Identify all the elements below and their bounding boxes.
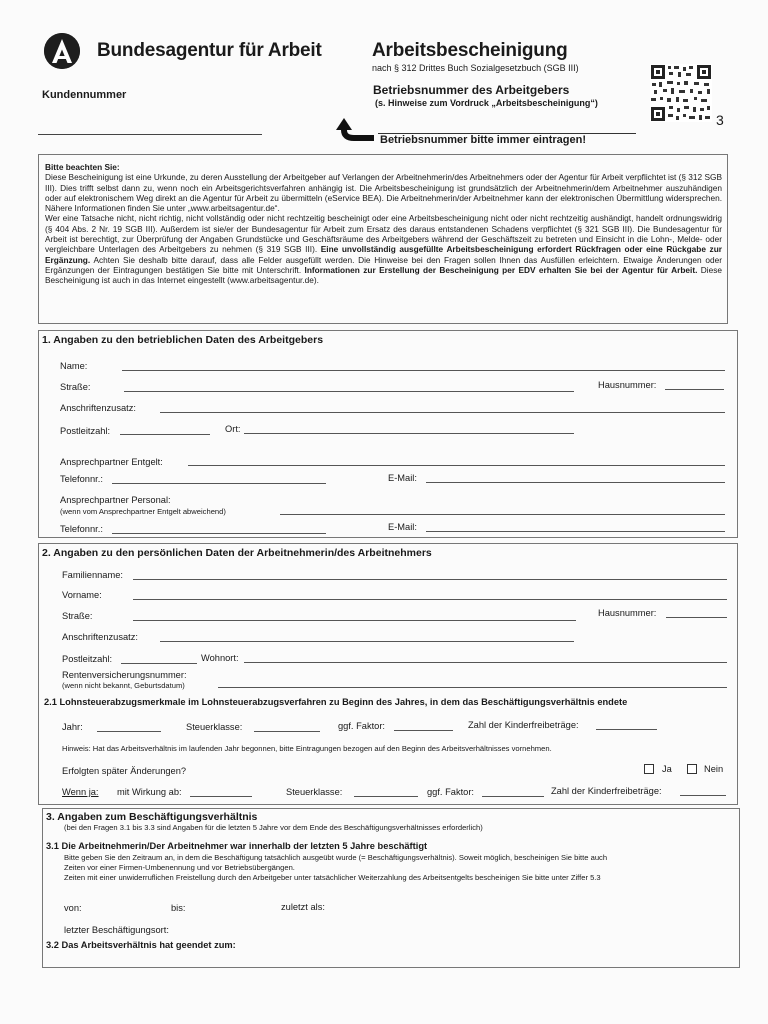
child-allowance-label: Zahl der Kinderfreibeträge: <box>468 720 579 730</box>
section-2-title: 2. Angaben zu den persönlichen Daten der Arbeitnehmerin/des Arbeitnehmers <box>42 547 432 559</box>
contact-hr-field[interactable] <box>280 514 725 515</box>
tax-year-field[interactable] <box>97 731 161 732</box>
notice-heading: Bitte beachten Sie: <box>45 162 120 172</box>
employment-period-hint-1: Bitte geben Sie den Zeitraum an, in dem die Beschäftigung tatsächlich ausgeübt wurde (= Beschäftigungsverhältnis). Soweit möglich, bescheinigen Sie bitte auch <box>64 853 608 862</box>
phone-1-label: Telefonnr.: <box>60 474 103 484</box>
email-1-field[interactable] <box>426 482 725 483</box>
tax-class-2-label: Steuerklasse: <box>286 787 343 797</box>
section-1-title: 1. Angaben zu den betrieblichen Daten des Arbeitgebers <box>42 334 324 346</box>
child-allowance-field[interactable] <box>596 729 657 730</box>
employee-housenumber-field[interactable] <box>666 617 727 618</box>
if-yes-label: Wenn ja: <box>62 787 99 797</box>
child-allowance-2-label: Zahl der Kinderfreibeträge: <box>551 786 662 796</box>
effective-from-label: mit Wirkung ab: <box>117 787 182 797</box>
email-2-label: E-Mail: <box>388 522 417 532</box>
notice-box <box>38 154 728 324</box>
employer-addressextra-field[interactable] <box>160 412 725 413</box>
org-name: Bundesagentur für Arbeit <box>97 40 322 61</box>
employee-zip-field[interactable] <box>121 663 197 664</box>
betriebsnummer-hint: (s. Hinweise zum Vordruck „Arbeitsbescheinigung“) <box>375 98 598 108</box>
phone-2-field[interactable] <box>112 533 326 534</box>
end-date-label: 3.2 Das Arbeitsverhältnis hat geendet zum: <box>46 940 236 950</box>
pension-number-field[interactable] <box>218 687 727 688</box>
employee-city-field[interactable] <box>244 662 727 663</box>
agency-logo-icon <box>44 33 80 69</box>
phone-1-field[interactable] <box>112 483 326 484</box>
from-field[interactable] <box>86 912 166 913</box>
pension-number-hint: (wenn nicht bekannt, Geburtsdatum) <box>62 681 185 690</box>
tax-class-label: Steuerklasse: <box>186 722 243 732</box>
betriebsnummer-title: Betriebsnummer des Arbeitgebers <box>373 83 570 97</box>
employee-addressextra-label: Anschriftenzusatz: <box>62 632 138 642</box>
to-label: bis: <box>171 903 186 913</box>
contact-hr-hint: (wenn vom Ansprechpartner Entgelt abweichend) <box>60 507 226 516</box>
to-field[interactable] <box>190 912 270 913</box>
page-code: 3 <box>716 112 724 128</box>
contact-hr-label: Ansprechpartner Personal: <box>60 495 171 505</box>
notice-paragraph-1: Diese Bescheinigung ist eine Urkunde, zu deren Ausstellung der Arbeitgeber auf Verlangen der Arbeitnehmerin/des Arbeitnehmers oder der Agentur für Arbeit verpflichtet ist (§ 312 SGB III). Dies trifft selbst dann zu, wenn noch ein Arbeitsgerichtsverfahren anhängig ist. Die Arbeitsbescheinigung ist grundsätzlich der Arbeitnehmerin/dem Arbeitnehmer auszuhändigen oder auf elektronischem Weg direkt an die Agentur für Arbeit zu übermitteln (eService BEA). Die Arbeitnehmerin/der Arbeitnehmer kann der elektronischen Übermittlung widersprechen. Nähere Informationen finden Sie unter „www.arbeitsagentur.de“. <box>45 172 722 214</box>
section-3-title: 3. Angaben zum Beschäftigungsverhältnis <box>46 811 258 823</box>
tax-factor-label: ggf. Faktor: <box>338 721 386 731</box>
contact-payroll-label: Ansprechpartner Entgelt: <box>60 457 163 467</box>
tax-factor-2-field[interactable] <box>482 796 544 797</box>
effective-from-field[interactable] <box>190 796 252 797</box>
section-3-hint: (bei den Fragen 3.1 bis 3.3 sind Angaben für die letzten 5 Jahre vor dem Ende des Beschäftigungsverhältnisses erforderlich) <box>64 823 483 832</box>
tax-factor-2-label: ggf. Faktor: <box>427 787 475 797</box>
kundennummer-label: Kundennummer <box>42 89 127 101</box>
employment-period-hint-2: Zeiten vor einer Firmen-Umbenennung und vor Betriebsübergängen. <box>64 863 295 872</box>
email-2-field[interactable] <box>426 531 725 532</box>
last-workplace-field[interactable] <box>182 934 720 935</box>
employee-street-field[interactable] <box>133 620 576 621</box>
pension-number-label: Rentenversicherungsnummer: <box>62 670 187 680</box>
tax-features-heading: 2.1 Lohnsteuerabzugsmerkmale im Lohnsteuerabzugsverfahren zu Beginn des Jahres, in dem das Beschäftigungsverhältnis endete <box>44 697 628 707</box>
surname-label: Familienname: <box>62 570 123 580</box>
notice-text: Achten Sie deshalb bitte darauf, dass alle Felder ausgefüllt werden. Die Hinweise bei den Fragen sollen Ihnen das Ausfüllen erleichtern. Etwaige Änderungen oder Ergänzungen der Eintragungen bestätigen Sie bitte mit Unterschrift. <box>45 254 722 275</box>
child-allowance-2-field[interactable] <box>680 795 726 796</box>
form-title: Arbeitsbescheinigung <box>372 40 568 61</box>
notice-emphasis: Informationen zur Erstellung der Bescheinigung per EDV erhalten Sie bei der Agentur für Arbeit. <box>304 264 698 275</box>
contact-payroll-field[interactable] <box>188 465 725 466</box>
notice-text: Diese Bescheinigung ist auch in das Internet eingestellt (www.arbeitsagentur.de). <box>45 264 722 286</box>
employee-street-label: Straße: <box>62 611 93 621</box>
last-position-field[interactable] <box>330 911 720 912</box>
changes-no-checkbox[interactable] <box>687 764 697 774</box>
employer-city-label: Ort: <box>225 424 241 434</box>
changes-question: Erfolgten später Änderungen? <box>62 766 187 776</box>
email-1-label: E-Mail: <box>388 473 417 483</box>
phone-2-label: Telefonnr.: <box>60 524 103 534</box>
tax-factor-field[interactable] <box>394 730 453 731</box>
employment-period-hint-3: Zeiten mit einer unwiderruflichen Freistellung durch den Arbeitgeber unter tatsächlicher Weiterzahlung des Arbeitsentgelts bescheinigen Sie bitte unter Ziffer 5.3 <box>64 873 601 882</box>
notice-paragraph-2 <box>45 213 722 285</box>
employer-street-field[interactable] <box>124 391 574 392</box>
qr-code-icon <box>650 64 712 122</box>
notice-emphasis: Eine unvollständig ausgefüllte Arbeitsbescheinigung erfordert Rückfragen oder eine Rückgabe zur Ergänzung. <box>45 244 723 265</box>
tax-year-label: Jahr: <box>62 722 83 732</box>
employer-city-field[interactable] <box>244 433 574 434</box>
betriebsnummer-reminder: Betriebsnummer bitte immer eintragen! <box>380 134 586 146</box>
tax-hint: Hinweis: Hat das Arbeitsverhältnis im laufenden Jahr begonnen, bitte Eintragungen bezogen auf den Beginn des Arbeitsverhältnisses vornehmen. <box>62 744 552 753</box>
employee-city-label: Wohnort: <box>201 653 239 663</box>
changes-yes-label: Ja <box>662 764 672 774</box>
employer-name-label: Name: <box>60 361 88 371</box>
changes-yes-checkbox[interactable] <box>644 764 654 774</box>
tax-class-field[interactable] <box>254 731 320 732</box>
employment-period-heading: 3.1 Die Arbeitnehmerin/Der Arbeitnehmer war innerhalb der letzten 5 Jahre beschäftigt <box>46 841 428 851</box>
kundennummer-field[interactable] <box>38 134 262 135</box>
from-label: von: <box>64 903 82 913</box>
employer-street-label: Straße: <box>60 382 91 392</box>
employee-housenumber-label: Hausnummer: <box>598 608 657 618</box>
return-arrow-icon <box>336 116 376 148</box>
last-position-label: zuletzt als: <box>281 902 325 912</box>
notice-text: Wer eine Tatsache nicht, nicht richtig, nicht vollständig oder nicht rechtzeitig bescheinigt oder eine Arbeitsbescheinigung nicht oder nicht rechtzeitig aushändigt, handelt ordnungswidrig (§ 404 Abs. 2 Nr. 19 SGB III). Außerdem ist sie/er der Bundesagentur für Arbeit zum Ersatz des daraus entstandenen Schadens verpflichtet (§ 321 SGB III). Die Bundesagentur für Arbeit ist berechtigt, zur Überprüfung der Angaben Grundstücke und Geschäftsräume des Arbeitgebers während der Geschäftszeit zu betreten und Einsicht in die Lohn-, Melde- oder vergleichbare Unterlagen des Arbeitgebers zu nehmen (§ 319 SGB III). <box>45 213 722 255</box>
employer-addressextra-label: Anschriftenzusatz: <box>60 403 136 413</box>
form-subtitle: nach § 312 Drittes Buch Sozialgesetzbuch (SGB III) <box>372 63 579 73</box>
employee-addressextra-field[interactable] <box>160 641 574 642</box>
surname-field[interactable] <box>133 579 727 580</box>
tax-class-2-field[interactable] <box>354 796 418 797</box>
employer-zip-field[interactable] <box>120 434 210 435</box>
end-date-field[interactable] <box>270 949 720 950</box>
last-workplace-label: letzter Beschäftigungsort: <box>64 925 169 935</box>
employer-zip-label: Postleitzahl: <box>60 426 111 436</box>
firstname-field[interactable] <box>133 599 727 600</box>
changes-no-label: Nein <box>704 764 724 774</box>
employer-housenumber-field[interactable] <box>665 389 724 390</box>
firstname-label: Vorname: <box>62 590 102 600</box>
employer-name-field[interactable] <box>122 370 725 371</box>
employee-zip-label: Postleitzahl: <box>62 654 113 664</box>
employer-housenumber-label: Hausnummer: <box>598 380 657 390</box>
